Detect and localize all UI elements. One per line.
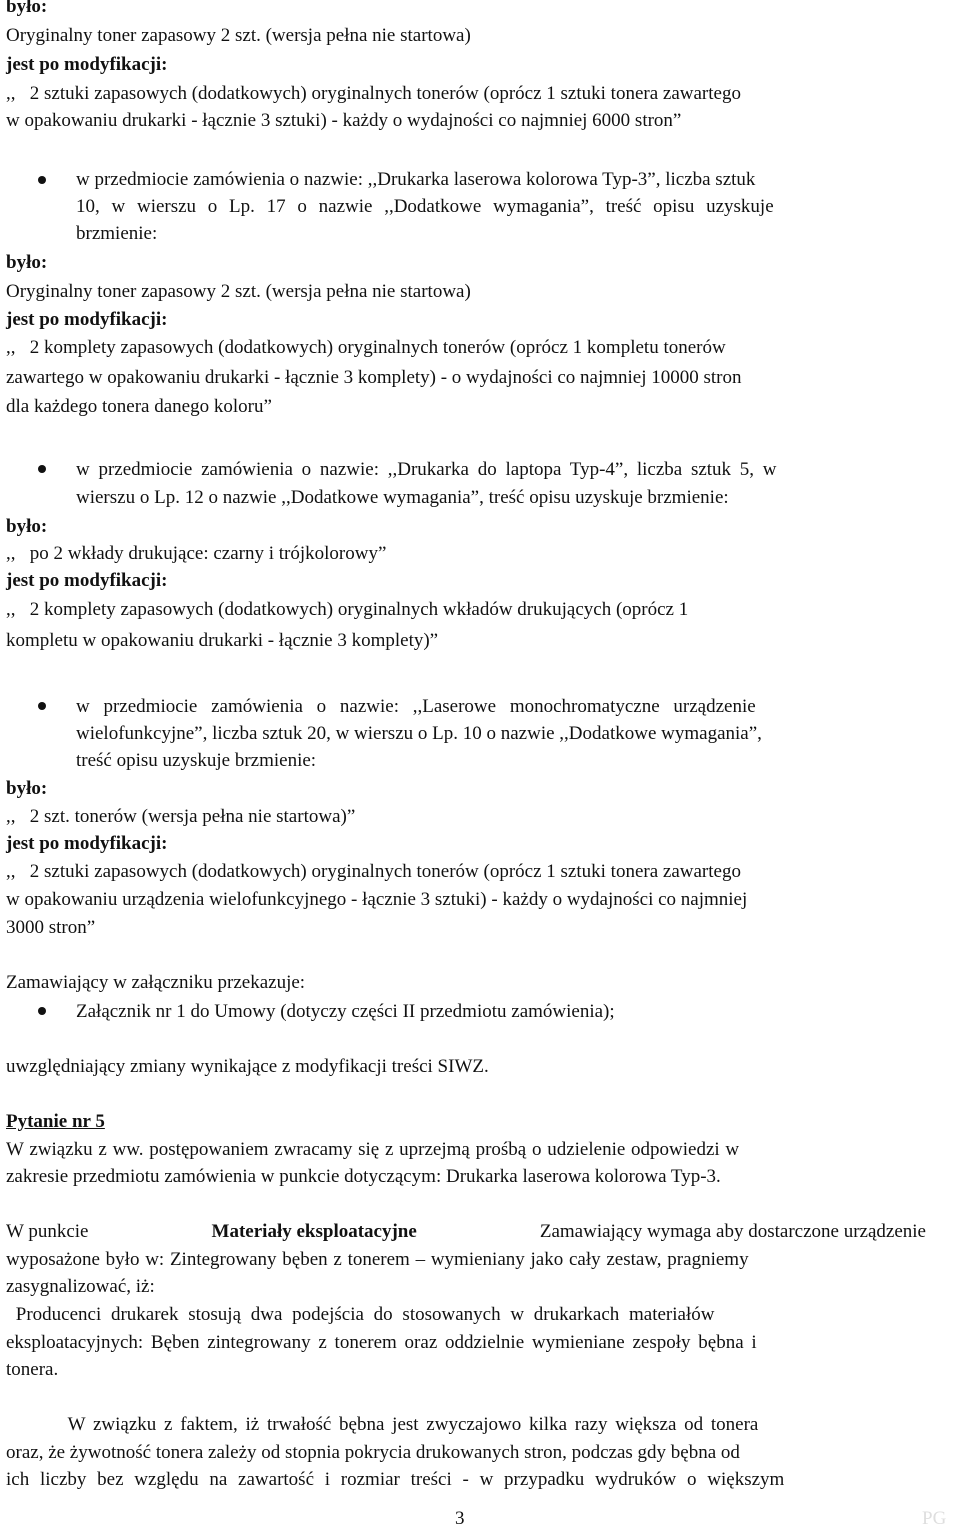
paragraph-line: W związku z ww. postępowaniem zwracamy się z uprzejmą prośbą o udzielenie odpowiedzi w: [6, 1139, 740, 1160]
attachment-intro: Zamawiający w załączniku przekazuje:: [6, 972, 306, 993]
bullet-text-line: w przedmiocie zamówienia o nazwie: ,,Drukarka do laptopa Typ-4”, liczba sztuk 5, w: [76, 459, 777, 480]
label-bylo: było:: [6, 0, 48, 17]
modification-text-line: zawartego w opakowaniu drukarki - łącznie 3 komplety) - o wydajności co najmniej 10000 stron: [6, 367, 742, 388]
modification-text-line: w opakowaniu drukarki - łącznie 3 sztuki) - każdy o wydajności co najmniej 6000 stron”: [6, 110, 682, 131]
modification-text-line: 3000 stron”: [6, 917, 96, 938]
label-jest-po-modyfikacji: jest po modyfikacji:: [6, 54, 168, 75]
paragraph-line: oraz, że żywotność tonera zależy od stopnia pokrycia drukowanych stron, podczas gdy bębna od: [6, 1442, 740, 1463]
paragraph-line: eksploatacyjnych: Bęben zintegrowany z tonerem oraz oddzielnie wymieniane zespoły bębna i: [6, 1332, 757, 1353]
modification-text-line: kompletu w opakowaniu drukarki - łącznie 3 komplety)”: [6, 630, 439, 651]
label-bylo: było:: [6, 252, 48, 273]
modification-text-line: ,, 2 sztuki zapasowych (dodatkowych) oryginalnych tonerów (oprócz 1 sztuki tonera zawartego: [6, 83, 741, 104]
bylo-text: ,, 2 szt. tonerów (wersja pełna nie startowa)”: [6, 806, 356, 827]
bullet-text-line: brzmienie:: [76, 223, 158, 244]
bullet-icon: [38, 1007, 46, 1015]
page-number: 3: [455, 1508, 465, 1529]
label-jest-po-modyfikacji: jest po modyfikacji:: [6, 570, 168, 591]
label-bylo: było:: [6, 516, 48, 537]
bullet-icon: [38, 176, 46, 184]
label-jest-po-modyfikacji: jest po modyfikacji:: [6, 833, 168, 854]
bullet-text-line: [76, 166, 926, 193]
label-bylo: było:: [6, 778, 48, 799]
bylo-text: Oryginalny toner zapasowy 2 szt. (wersja pełna nie startowa): [6, 281, 471, 302]
paragraph-line: Producenci drukarek stosują dwa podejścia do stosowanych w drukarkach materiałów: [6, 1304, 715, 1325]
watermark: PG: [922, 1508, 947, 1529]
bullet-text-line: treść opisu uzyskuje brzmienie:: [76, 750, 317, 771]
modification-text-line: dla każdego tonera danego koloru”: [6, 396, 272, 417]
bullet-text-line: wielofunkcyjne”, liczba sztuk 20, w wierszu o Lp. 10 o nazwie ,,Dodatkowe wymagania”,: [76, 723, 762, 744]
paragraph-line: wyposażone było w: Zintegrowany bęben z tonerem – wymieniany jako cały zestaw, pragniemy: [6, 1249, 749, 1270]
bylo-text: Oryginalny toner zapasowy 2 szt. (wersja pełna nie startowa): [6, 25, 471, 46]
label-jest-po-modyfikacji: jest po modyfikacji:: [6, 309, 168, 330]
paragraph-line: zasygnalizować, iż:: [6, 1276, 155, 1297]
attachment-outro: uwzględniający zmiany wynikające z modyfikacji treści SIWZ.: [6, 1056, 489, 1077]
bullet-text-line: wierszu o Lp. 12 o nazwie ,,Dodatkowe wymagania”, treść opisu uzyskuje brzmienie:: [76, 487, 729, 508]
paragraph-line: ich liczby bez względu na zawartość i rozmiar treści - w przypadku wydruków o większym: [6, 1469, 785, 1490]
question-heading: Pytanie nr 5: [6, 1111, 105, 1132]
bylo-text: ,, po 2 wkłady drukujące: czarny i trójkolorowy”: [6, 543, 387, 564]
attachment-item: Załącznik nr 1 do Umowy (dotyczy części II przedmiotu zamówienia);: [76, 1001, 615, 1022]
bullet-icon: [38, 702, 46, 710]
modification-text-line: ,, 2 komplety zapasowych (dodatkowych) oryginalnych tonerów (oprócz 1 kompletu tonerów: [6, 337, 726, 358]
bullet-icon: [38, 465, 46, 473]
modification-text-line: ,, 2 sztuki zapasowych (dodatkowych) oryginalnych tonerów (oprócz 1 sztuki tonera zawartego: [6, 861, 741, 882]
bullet-text-line: 10, w wierszu o Lp. 17 o nazwie ,,Dodatkowe wymagania”, treść opisu uzyskuje: [76, 196, 774, 217]
modification-text-line: w opakowaniu urządzenia wielofunkcyjnego - łącznie 3 sztuki) - każdy o wydajności co najmniej: [6, 889, 748, 910]
text-segment: W punkcie: [6, 1221, 89, 1242]
bold-term: Materiały eksploatacyjne: [211, 1221, 417, 1242]
paragraph-line: zakresie przedmiotu zamówienia w punkcie dotyczącym: Drukarka laserowa kolorowa Typ-3.: [6, 1166, 721, 1187]
paragraph-line: [6, 1218, 926, 1245]
paragraph-line: tonera.: [6, 1359, 59, 1380]
bullet-text: w przedmiocie zamówienia o nazwie: ,,Drukarka laserowa kolorowa Typ-3”, liczba sztuk: [76, 169, 756, 190]
text-segment: Zamawiający wymaga aby dostarczone urządzenie: [539, 1221, 926, 1242]
modification-text-line: ,, 2 komplety zapasowych (dodatkowych) oryginalnych wkładów drukujących (oprócz 1: [6, 599, 689, 620]
paragraph-line: W związku z faktem, iż trwałość bębna jest zwyczajowo kilka razy większa od tonera: [6, 1414, 759, 1435]
bullet-text-line: w przedmiocie zamówienia o nazwie: ,,Laserowe monochromatyczne urządzenie: [76, 696, 756, 717]
